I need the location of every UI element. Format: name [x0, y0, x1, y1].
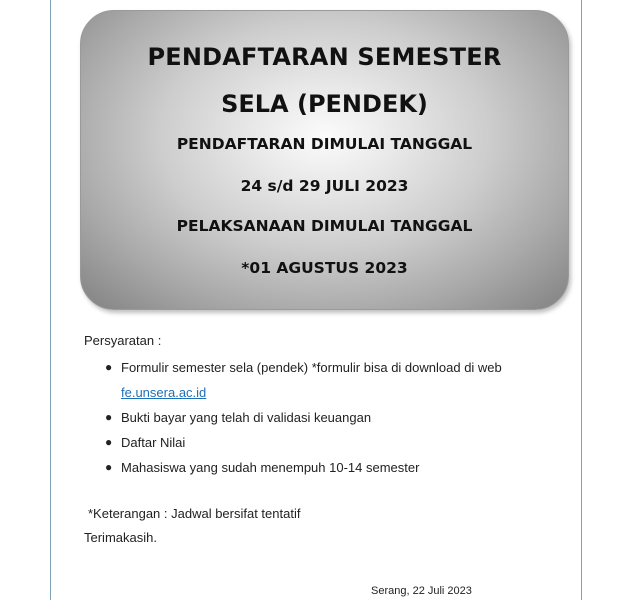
bullet-icon: ●: [105, 460, 113, 474]
website-link[interactable]: fe.unsera.ac.id: [121, 385, 207, 400]
requirements-label: Persyaratan :: [84, 333, 162, 348]
list-item: [104, 455, 502, 480]
implementation-label: PELAKSANAAN DIMULAI TANGGAL: [176, 217, 473, 235]
implementation-date: *01 AGUSTUS 2023: [241, 259, 408, 277]
list-item: [104, 430, 502, 455]
list-item: [104, 355, 502, 405]
page-border-left: [50, 0, 51, 600]
requirement-text: Daftar Nilai: [121, 435, 186, 450]
requirement-text: Formulir semester sela (pendek) *formulir bisa di download di web: [121, 360, 502, 375]
registration-dates: 24 s/d 29 JULI 2023: [240, 177, 409, 195]
list-item: [104, 405, 502, 430]
page-border-right: [581, 0, 582, 600]
bullet-icon: ●: [105, 410, 113, 424]
schedule-note: *Keterangan : Jadwal bersifat tentatif: [88, 506, 301, 521]
requirements-list: [104, 355, 502, 480]
place-date-signoff: Serang, 22 Juli 2023: [371, 585, 472, 597]
announcement-banner: [80, 10, 569, 310]
bullet-icon: ●: [105, 435, 113, 449]
requirement-text: Bukti bayar yang telah di validasi keuangan: [121, 410, 372, 425]
thanks-text: Terimakasih.: [84, 530, 157, 545]
banner-title-line1: PENDAFTARAN SEMESTER: [147, 43, 502, 71]
registration-label: PENDAFTARAN DIMULAI TANGGAL: [176, 135, 473, 153]
bullet-icon: ●: [105, 360, 113, 374]
requirement-text: Mahasiswa yang sudah menempuh 10-14 semester: [121, 460, 420, 475]
banner-title-line2: SELA (PENDEK): [221, 90, 428, 118]
